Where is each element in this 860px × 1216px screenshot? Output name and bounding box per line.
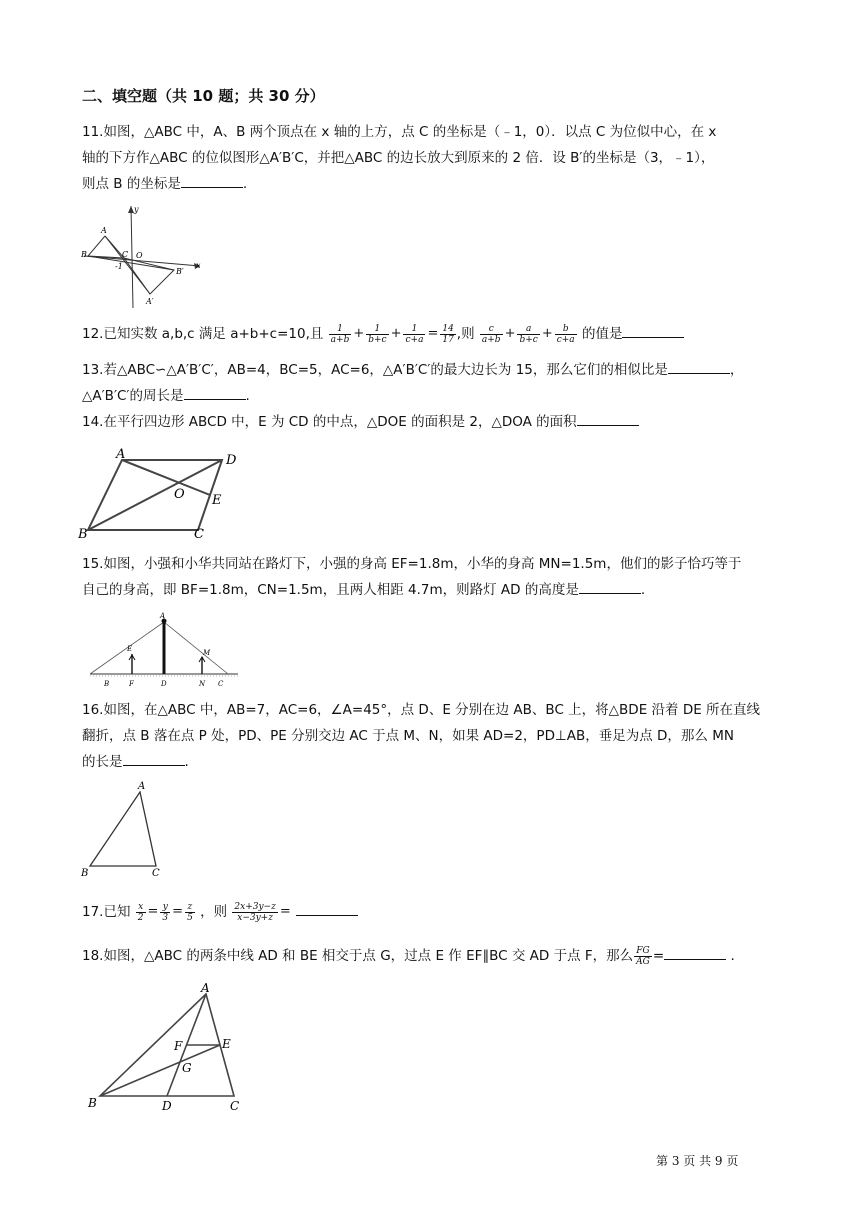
q11-figure <box>78 198 208 310</box>
q15-label-C: C <box>218 680 224 688</box>
q11-label-y: y <box>134 205 139 214</box>
q18-suffix: . <box>726 948 735 964</box>
q12-frac2: $\frac{1}{b+c}$ <box>368 323 387 345</box>
q13-line2-text: △A′B′C′的周长是 <box>82 388 184 404</box>
q18-figure <box>84 980 254 1116</box>
q17-frac-x: $\frac{x}{2}$ <box>137 901 144 923</box>
q11-line2: 轴的下方作△ABC 的位似图形△A′B′C，并把△ABC 的边长放大到原来的 2 倍．设 B′的坐标是（3，﹣1）， <box>82 150 715 166</box>
q13-line1 <box>82 360 743 380</box>
q14-label-E: E <box>212 493 222 508</box>
q13-line1-end: ， <box>729 362 744 378</box>
q13-answer-blank1[interactable] <box>668 361 730 374</box>
q15-label-N: N <box>199 680 206 688</box>
q17-frac-z: $\frac{z}{5}$ <box>187 901 193 923</box>
q16-figure <box>78 778 178 882</box>
q11-label-A: A <box>101 226 107 235</box>
q13-line1-text: 13.若△ABC∽△A′B′C′，AB=4，BC=5，AC=6，△A′B′C′的最大边长为 15，那么它们的相似比是 <box>82 362 668 378</box>
q18-label-F: F <box>174 1039 183 1053</box>
q18-prefix: 18.如图，△ABC 的两条中线 AD 和 BE 相交于点 G，过点 E 作 EF∥BC 交 AD 于点 F，那么 <box>82 948 634 964</box>
q11-label-B: B <box>81 250 87 259</box>
q17-prefix: 17.已知 <box>82 904 131 920</box>
q16-line3-end: . <box>184 754 189 770</box>
q16-line1: 16.如图，在△ABC 中，AB=7，AC=6，∠A=45°，点 D、E 分别在边 AB、BC 上，将△BDE 沿着 DE 所在直线 <box>82 702 761 718</box>
q12-frac7: $\frac{b}{c+a}$ <box>556 323 575 345</box>
q15-label-D: D <box>161 680 167 688</box>
q17-mid: ，则 <box>200 904 228 920</box>
q11-label-x: x <box>196 261 201 270</box>
q12-mid: ,则 <box>456 326 475 342</box>
q16-label-A: A <box>138 781 146 792</box>
q16-label-B: B <box>81 868 89 879</box>
page-footer: 第 3 页 共 9 页 <box>656 1154 739 1168</box>
q16-label-C: C <box>152 868 160 879</box>
q14-line1-text: 14.在平行四边形 ABCD 中，E 为 CD 的中点，△DOE 的面积是 2，△DOA 的面积 <box>82 414 577 430</box>
q15-label-E: E <box>127 645 133 653</box>
q11-label-C: C <box>122 250 129 259</box>
q16-line3 <box>82 752 189 772</box>
q13-answer-blank2[interactable] <box>184 387 246 400</box>
q18-frac: $\frac{FG}{AG}$ <box>636 945 650 967</box>
q14-label-O: O <box>174 487 185 502</box>
q12-suffix: 的值是 <box>581 326 623 342</box>
q12-frac6: $\frac{a}{b+c}$ <box>519 323 538 345</box>
q15-line1: 15.如图，小强和小华共同站在路灯下，小强的身高 EF=1.8m，小华的身高 MN=1.5m，他们的影子恰巧等于 <box>82 556 742 572</box>
q18-label-B: B <box>88 1096 97 1110</box>
q14-label-B: B <box>78 527 88 540</box>
q12-prefix: 12.已知实数 a,b,c 满足 a+b+c=10,且 <box>82 326 324 342</box>
q18-line: 18.如图，△ABC 的两条中线 AD 和 BE 相交于点 G，过点 E 作 EF∥BC 交 AD 于点 F，那么 $\frac{FG}{AG}$ = . <box>82 945 735 967</box>
q17-answer-blank[interactable] <box>296 903 358 916</box>
q16-answer-blank[interactable] <box>123 753 185 766</box>
q12-answer-blank[interactable] <box>622 325 684 338</box>
q11-label-Bprime: B′ <box>176 267 184 276</box>
q11-label-Aprime: A′ <box>146 297 154 306</box>
q18-answer-blank[interactable] <box>664 947 726 960</box>
q16-line2: 翻折，点 B 落在点 P 处，PD、PE 分别交边 AC 于点 M、N，如果 AD=2，PD⊥AB，垂足为点 D，那么 MN <box>82 728 734 744</box>
section-title: 二、填空题（共 10 题；共 30 分） <box>82 87 325 105</box>
q15-line2 <box>82 580 645 600</box>
q15-answer-blank[interactable] <box>579 581 641 594</box>
q14-label-C: C <box>194 527 204 540</box>
q15-line2-text: 自己的身高，即 BF=1.8m，CN=1.5m，且两人相距 4.7m，则路灯 AD 的高度是 <box>82 582 579 598</box>
q17-frac-y: $\frac{y}{3}$ <box>162 901 169 923</box>
q13-line2-end: . <box>245 388 250 404</box>
q12-line: 12.已知实数 a,b,c 满足 a+b+c=10,且 $\frac{1}{a+b}$ + $\frac{1}{b+c}$ + $\frac{1}{c+a}$ = $\frac{14}{17}$ ,则 $\frac{c}{a+b}$ + $\frac{a}{b+c}$ + $\frac{b}{c+a}$ 的值是 <box>82 322 684 346</box>
q15-label-A: A <box>160 612 166 620</box>
q15-label-B: B <box>104 680 110 688</box>
q16-line3-text: 的长是 <box>82 754 123 770</box>
q11-line1: 11.如图，△ABC 中，A、B 两个顶点在 x 轴的上方，点 C 的坐标是（﹣1，0）．以点 C 为位似中心，在 x <box>82 124 717 140</box>
q18-label-E: E <box>222 1037 231 1051</box>
q14-line1 <box>82 412 639 432</box>
q11-label-O: O <box>136 251 143 260</box>
q15-line2-end: . <box>640 582 646 598</box>
q11-line3-text: 则点 B 的坐标是 <box>82 176 181 192</box>
q13-line2 <box>82 386 250 406</box>
q12-frac1: $\frac{1}{a+b}$ <box>330 323 350 345</box>
q14-label-D: D <box>226 453 237 468</box>
q17-line: 17.已知 $\frac{x}{2}$ = $\frac{y}{3}$ = $\frac{z}{5}$ ，则 $\frac{2x+3y-z}{x-3y+z}$ = <box>82 900 358 924</box>
q14-figure <box>78 444 248 540</box>
q18-label-A: A <box>201 981 210 995</box>
q18-label-C: C <box>230 1099 240 1113</box>
q12-frac3: $\frac{1}{c+a}$ <box>405 323 424 345</box>
q18-label-D: D <box>162 1099 172 1113</box>
q12-frac5: $\frac{c}{a+b}$ <box>481 323 501 345</box>
q14-label-A: A <box>116 447 126 462</box>
q15-label-M: M <box>203 649 211 657</box>
q12-frac4: $\frac{14}{17}$ <box>442 323 454 345</box>
q18-label-G: G <box>182 1061 192 1075</box>
q15-label-F: F <box>129 680 134 688</box>
q11-label-minus1: -1 <box>115 262 123 271</box>
q11-answer-blank[interactable] <box>181 175 243 188</box>
q11-line3-end: . <box>242 176 248 192</box>
q17-frac-expr: $\frac{2x+3y-z}{x-3y+z}$ <box>234 901 276 923</box>
q14-answer-blank[interactable] <box>577 413 639 426</box>
q15-figure <box>82 608 242 690</box>
q11-line3 <box>82 174 247 194</box>
